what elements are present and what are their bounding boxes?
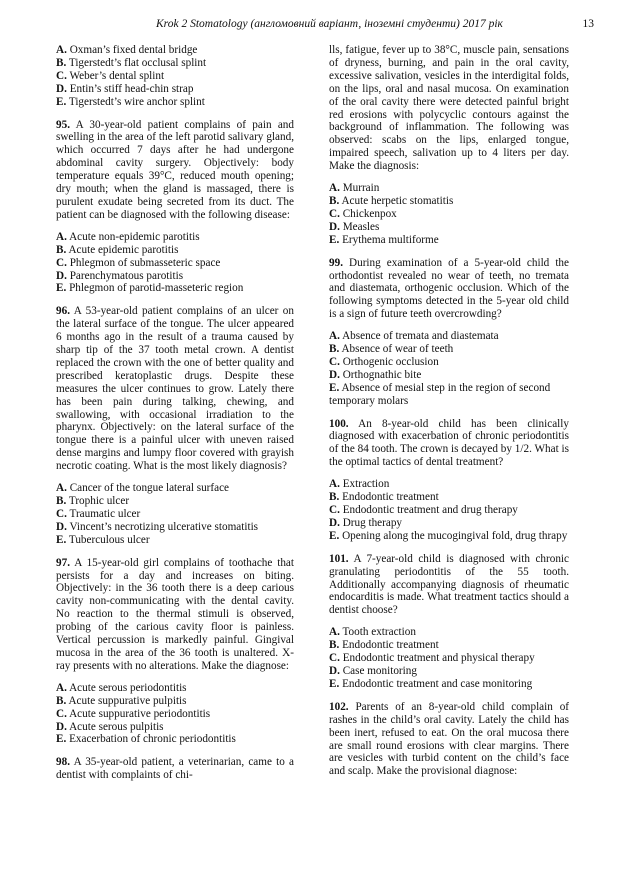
option-c: C. Traumatic ulcer bbox=[56, 507, 141, 520]
answer-options bbox=[329, 478, 569, 543]
answer-options bbox=[56, 682, 294, 747]
option-d: D. Measles bbox=[329, 220, 380, 233]
left-column bbox=[56, 44, 294, 791]
option-d: D. Acute serous pulpitis bbox=[56, 720, 164, 733]
question-text: During examination of a 5-year-old child the orthodontist revealed no wear of teeth, no tremata and diastemata, orthogenic occlusion. Which of the following symptoms detected in the 5-year old child is a sign of future teeth overcrowding? bbox=[329, 256, 569, 321]
option-a: A. Cancer of the tongue lateral surface bbox=[56, 482, 230, 495]
option-b: B. Endodontic treatment bbox=[329, 491, 439, 504]
question-text: A 30-year-old patient complains of pain and swelling in the area of the left parotid salivary gland, which occurred 7 days after he had undergone abdominal cavity surgery. Objectively: body temperature equals 39°C, reduced mouth opening; dry mouth; when the gland is massaged, there is purulent exudate being secreted from its duct. The patient can be diagnosed with the following disease: bbox=[56, 118, 294, 221]
option-a: A. Acute non-epidemic parotitis bbox=[56, 230, 200, 243]
answer-options bbox=[329, 626, 569, 691]
question-100 bbox=[329, 418, 569, 470]
option-b: B. Tigerstedt’s flat occlusal splint bbox=[56, 56, 207, 69]
answer-options bbox=[56, 44, 294, 109]
question-98 bbox=[56, 756, 294, 782]
question-text: Parents of an 8-year-old child complain of rashes in the child’s oral cavity. Lately the child has been inert, refused to eat. On the oral mucosa there are small round erosions with clear margins. There are vesicles with turbid content on the child’s face and scalp. Make the provisional diagnose: bbox=[329, 700, 570, 778]
question-97 bbox=[56, 557, 294, 673]
running-title: Krok 2 Stomatology (англомовний варіант, іноземні студенти) 2017 рік bbox=[156, 18, 503, 30]
answer-options bbox=[56, 482, 294, 547]
page-header bbox=[56, 18, 594, 34]
option-c: C. Acute suppurative periodontitis bbox=[56, 707, 211, 720]
question-101 bbox=[329, 553, 569, 618]
option-d: D. Parenchymatous parotitis bbox=[56, 269, 184, 282]
option-a: A. Oxman’s fixed dental bridge bbox=[56, 44, 198, 56]
question-text: A 15-year-old girl complains of toothache that persists for a day and increases on biting. Objectively: in the 36 tooth there is a deep carious cavity non-communicating with the dental cavity. No reaction to the thermal stimuli is observed, probing of the carious cavity floor is painless. Vertical percussion is markedly painful. Gingival mucosa in the area of the 36 tooth is unaltered. X-ray presents with no alterations. Make the diagnose: bbox=[56, 556, 294, 672]
question-text: A 35-year-old patient, a veterinarian, came to a dentist with complaints of chi- bbox=[56, 756, 294, 782]
question-number: 99. bbox=[329, 256, 343, 269]
option-b: B. Acute herpetic stomatitis bbox=[329, 194, 454, 207]
option-c: C. Weber’s dental splint bbox=[56, 69, 165, 82]
option-a: A. Acute serous periodontitis bbox=[56, 681, 187, 694]
option-a: A. Murrain bbox=[329, 182, 380, 195]
option-e: E. Tuberculous ulcer bbox=[56, 533, 150, 546]
option-d: D. Case monitoring bbox=[329, 664, 417, 677]
question-number: 102. bbox=[329, 700, 349, 713]
question-number: 101. bbox=[329, 552, 349, 565]
option-b: B. Absence of wear of teeth bbox=[329, 343, 454, 356]
option-b: B. Endodontic treatment bbox=[329, 639, 439, 652]
option-d: D. Entin’s stiff head-chin strap bbox=[56, 82, 194, 95]
question-number: 96. bbox=[56, 305, 70, 318]
right-column bbox=[329, 44, 569, 787]
option-e: E. Opening along the mucogingival fold, drug thrapy bbox=[329, 529, 568, 542]
option-b: B. Acute suppurative pulpitis bbox=[56, 694, 187, 707]
option-a: A. Tooth extraction bbox=[329, 626, 416, 639]
option-e: E. Exacerbation of chronic periodontitis bbox=[56, 733, 236, 746]
question-102 bbox=[329, 701, 569, 778]
page-number: 13 bbox=[582, 18, 594, 30]
question-96 bbox=[56, 305, 294, 473]
option-b: B. Acute epidemic parotitis bbox=[56, 243, 179, 256]
option-c: C. Endodontic treatment and physical therapy bbox=[329, 652, 535, 665]
option-e: E. Phlegmon of parotid-masseteric region bbox=[56, 282, 244, 295]
answer-options bbox=[329, 330, 569, 407]
option-e: E. Erythema multiforme bbox=[329, 233, 439, 246]
question-text: A 53-year-old patient complains of an ulcer on the lateral surface of the tongue. The ulcer appeared 6 months ago in the result of a trauma caused by sharp tip of the 37 tooth metal crown. A dentist replaced the crown with the one of better quality and prescribed keratoplastic drugs. Despite these measures the ulcer continues to grow. Lately there has been pain during talking, chewing, and swallowing, with occasional irradiation to the pharynx. Objectively: on the lateral surface of the tongue there is a painful ulcer with uneven raised dense margins and lumpy floor covered with grayish necrotic coating. What is the most likely diagnosis? bbox=[56, 305, 294, 473]
option-c: C. Endodontic treatment and drug therapy bbox=[329, 504, 518, 516]
question-95 bbox=[56, 119, 294, 222]
question-number: 97. bbox=[56, 556, 70, 569]
option-a: A. Extraction bbox=[329, 478, 390, 491]
option-e: E. Endodontic treatment and case monitoring bbox=[329, 677, 533, 690]
question-number: 98. bbox=[56, 756, 70, 769]
answer-options bbox=[56, 231, 294, 296]
question-text: An 8-year-old child has been clinically diagnosed with exacerbation of chronic periodontitis of the 84 tooth. The crown is decayed by 1/2. What is the optimal tactics of dental treatment? bbox=[329, 417, 569, 469]
question-text: A 7-year-old child is diagnosed with chronic granulating periodontitis of the 55 tooth. Additionally accompanying diagnosis of rheumatic endocarditis is made. What treatment tactics should a dentist choose? bbox=[329, 552, 569, 617]
question-98-continued: lls, fatigue, fever up to 38°C, muscle pain, sensations of dryness, burning, and pain in the oral cavity, excessive salivation, vesicles in the interdigital folds, on the lips, oral and nasal mucosa. On examination of the oral cavity there were detected painful bright red erosions with polycyclic contours against the background of inflammation. The following was observed: scabs on the lips, enlarged tongue, impaired speech, salivation up to 4 liters per day. Make the diagnosis: bbox=[329, 44, 569, 173]
option-c: C. Orthogenic occlusion bbox=[329, 355, 439, 368]
question-number: 95. bbox=[56, 118, 70, 131]
question-99 bbox=[329, 257, 569, 322]
option-e: E. Absence of mesial step in the region of second temporary molars bbox=[329, 381, 551, 407]
option-c: C. Chickenpox bbox=[329, 207, 397, 220]
option-a: A. Absence of tremata and diastemata bbox=[329, 330, 499, 343]
answer-options bbox=[329, 182, 569, 247]
option-d: D. Vincent’s necrotizing ulcerative stomatitis bbox=[56, 520, 259, 533]
option-e: E. Tigerstedt’s wire anchor splint bbox=[56, 95, 205, 108]
option-c: C. Phlegmon of submasseteric space bbox=[56, 256, 221, 269]
option-d: D. Orthognathic bite bbox=[329, 368, 422, 381]
question-number: 100. bbox=[329, 417, 349, 430]
option-d: D. Drug therapy bbox=[329, 516, 403, 529]
option-b: B. Trophic ulcer bbox=[56, 495, 130, 507]
